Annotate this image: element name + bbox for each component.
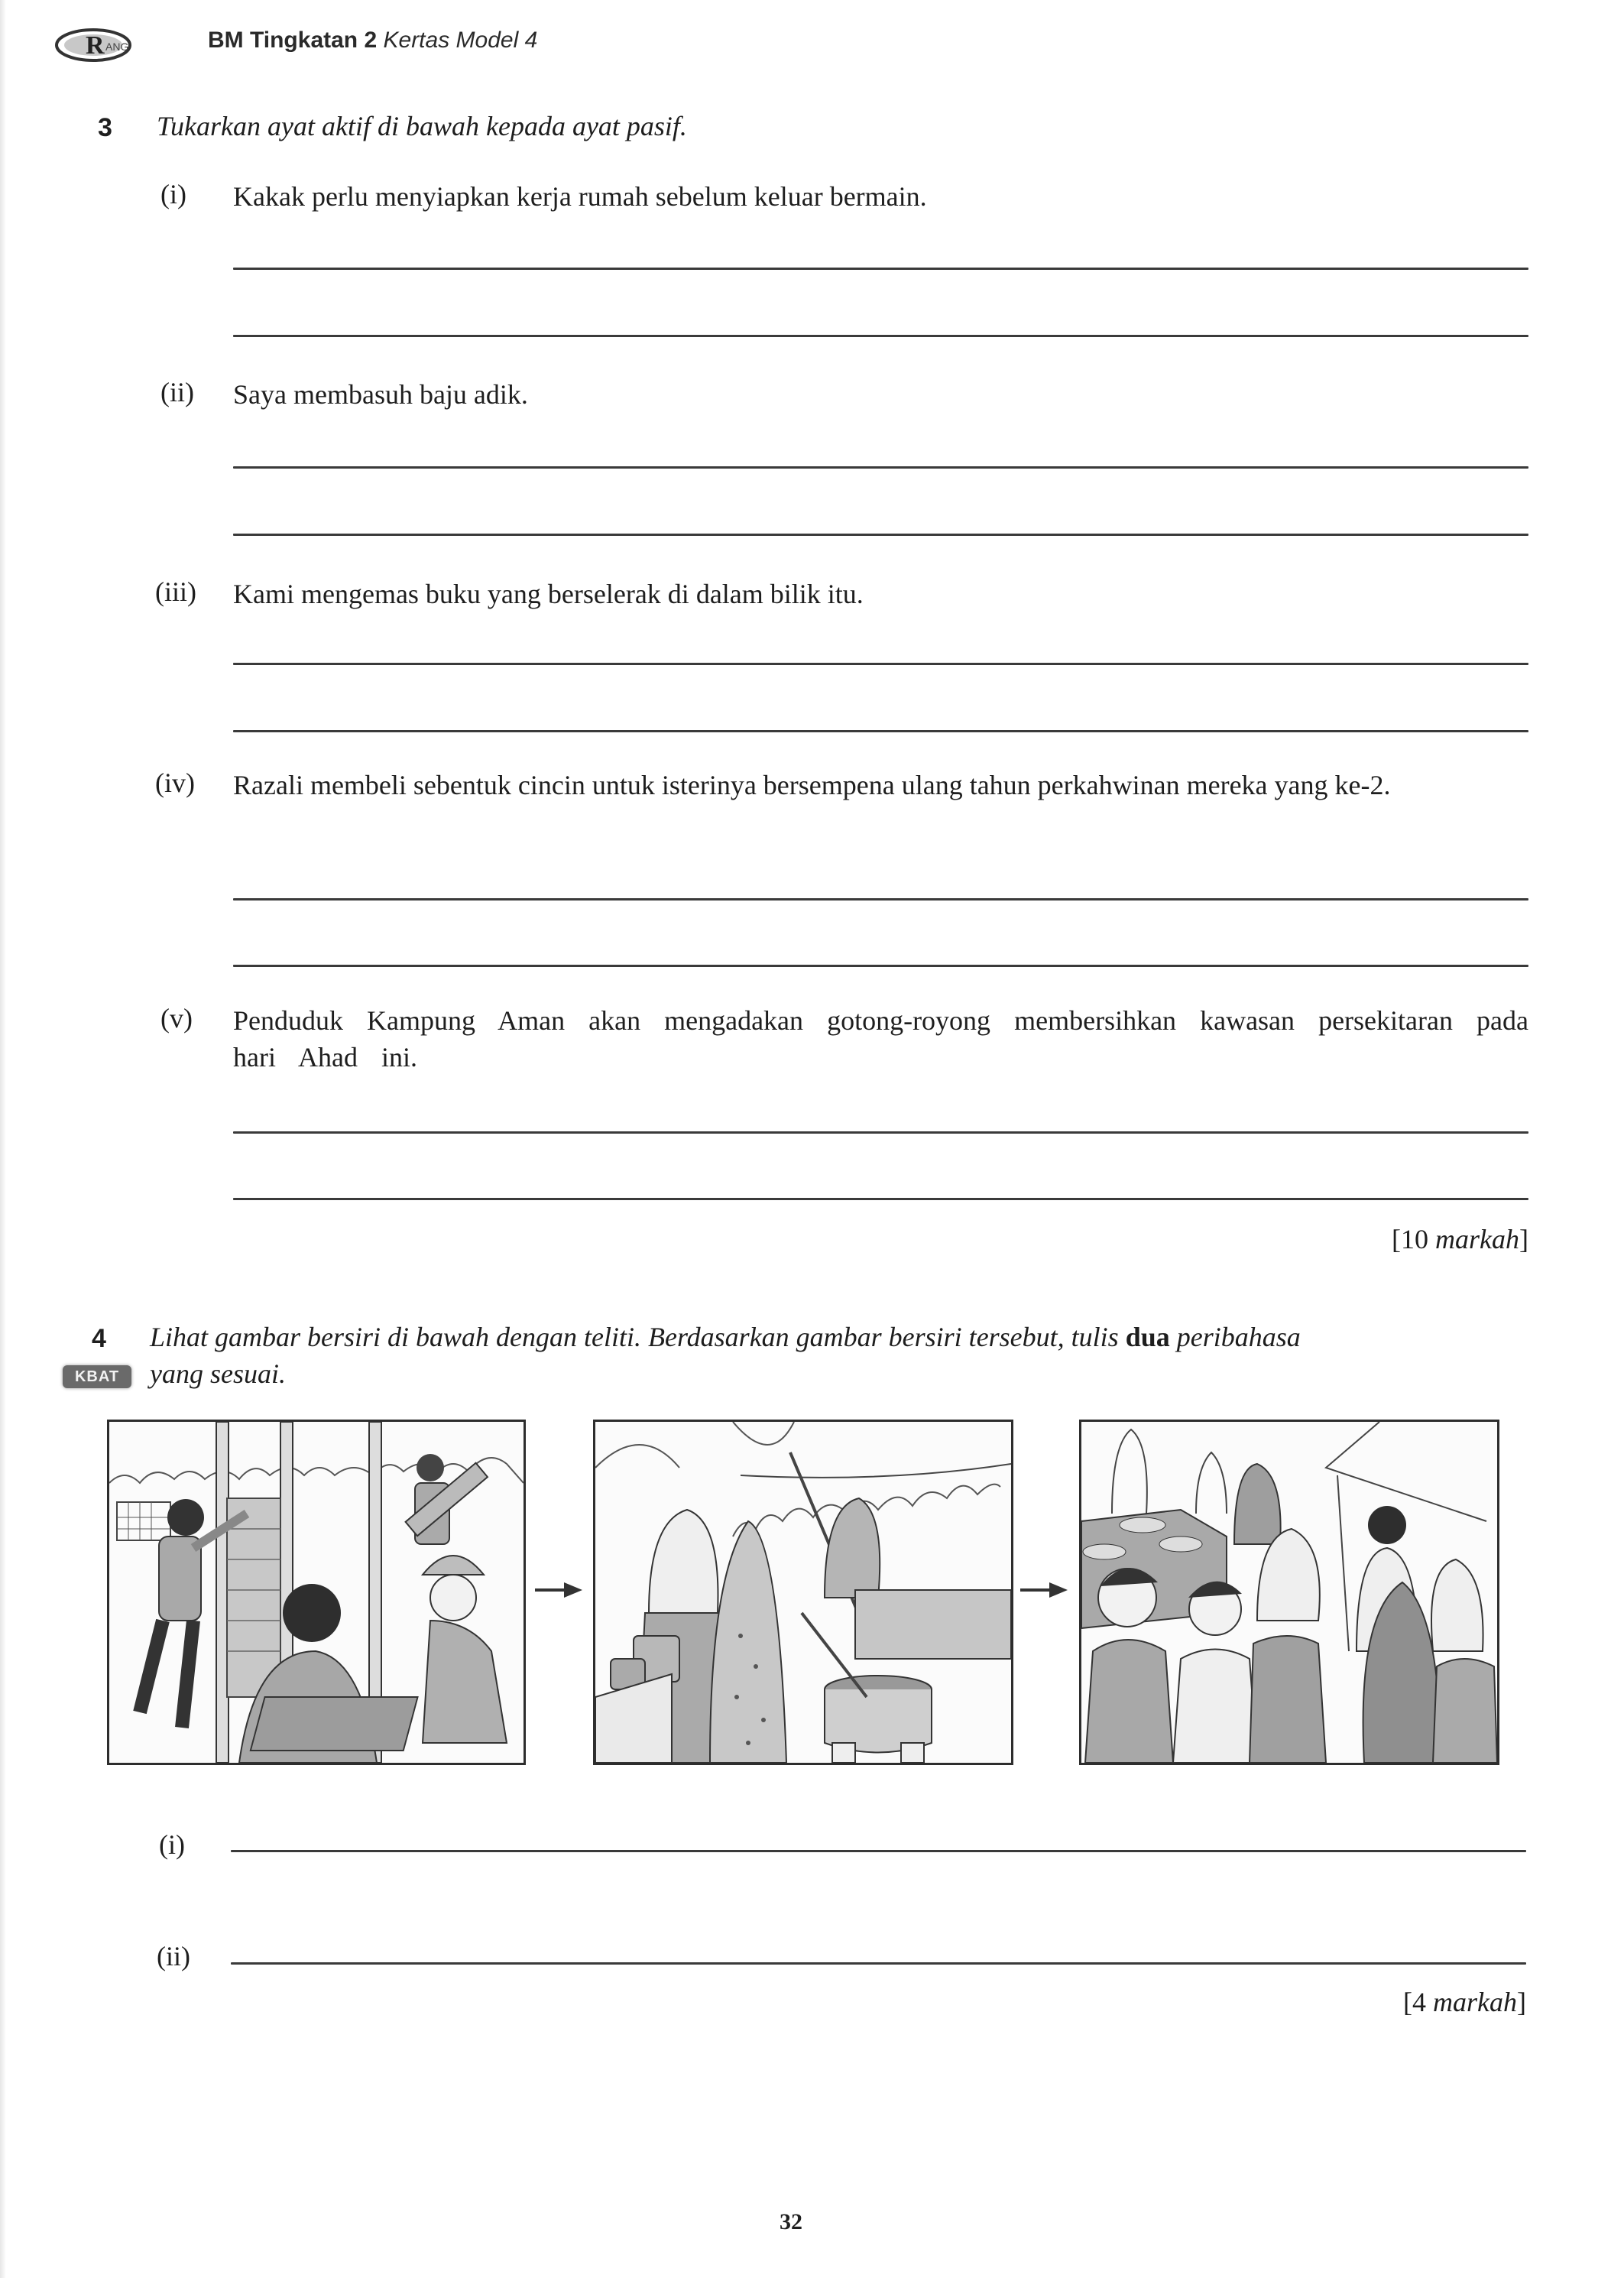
title-main: BM Tingkatan 2 [208, 28, 378, 53]
item-text: Kami mengemas buku yang berselerak di dalam bilik itu. [233, 579, 864, 609]
picture-2-cooking [593, 1420, 1013, 1765]
question-4-marks: [4 markah] [1403, 1987, 1526, 2017]
answer-line[interactable] [233, 1198, 1528, 1200]
answer-line[interactable] [233, 898, 1528, 900]
cooking-illustration-icon [595, 1422, 1011, 1763]
construction-illustration-icon [109, 1422, 524, 1763]
question-4-instruction-line2: yang sesuai. [150, 1358, 286, 1389]
instruction-emphasis: dua [1125, 1322, 1170, 1352]
answer-line[interactable] [233, 268, 1528, 270]
answer-line[interactable] [233, 730, 1528, 732]
question-3-number: 3 [98, 113, 112, 142]
answer-line[interactable] [233, 965, 1528, 967]
feast-illustration-icon [1081, 1422, 1497, 1763]
item-label: (i) [160, 179, 186, 209]
answer-line[interactable] [233, 663, 1528, 665]
svg-text:R: R [86, 31, 105, 60]
publisher-logo-icon [46, 24, 176, 64]
instruction-text: peribahasa [1169, 1322, 1301, 1352]
arrow-right-icon [535, 1581, 582, 1603]
answer-line[interactable] [231, 1850, 1526, 1852]
question-3-instruction: Tukarkan ayat aktif di bawah kepada ayat pasif. [157, 111, 687, 141]
item-text: Penduduk Kampung Aman akan mengadakan gotong-royong membersihkan kawasan persekitaran pada hari Ahad ini. [233, 1005, 1528, 1072]
arrow-right-icon [1020, 1581, 1068, 1603]
svg-text:ANG: ANG [105, 41, 129, 53]
marks-word: markah [1435, 1224, 1519, 1254]
answer-line[interactable] [233, 534, 1528, 536]
answer-line[interactable] [233, 1131, 1528, 1134]
item-text: Razali membeli sebentuk cincin untuk isterinya bersempena ulang tahun perkahwinan mereka yang ke-2. [233, 770, 1391, 800]
question-4-instruction [150, 1321, 1301, 1353]
item-text: Saya membasuh baju adik. [233, 379, 528, 410]
title-subtitle: Kertas Model 4 [383, 28, 538, 53]
answer-label: (ii) [157, 1941, 190, 1971]
page-number: 32 [780, 2209, 802, 2234]
answer-label: (i) [159, 1829, 185, 1860]
scan-edge [0, 0, 6, 2278]
answer-line[interactable] [233, 466, 1528, 469]
item-label: (iii) [155, 576, 196, 607]
marks-word: markah [1433, 1987, 1517, 2017]
item-label: (iv) [155, 767, 195, 798]
answer-line[interactable] [231, 1962, 1526, 1965]
question-3-marks: [10 markah] [1392, 1224, 1528, 1254]
marks-number: 4 [1412, 1987, 1426, 2017]
instruction-text: Lihat gambar bersiri di bawah dengan teliti. Berdasarkan gambar bersiri tersebut, tulis [150, 1322, 1126, 1352]
kbat-badge: KBAT [63, 1365, 131, 1388]
marks-number: 10 [1401, 1224, 1428, 1254]
answer-line[interactable] [233, 335, 1528, 337]
book-title [208, 28, 537, 54]
question-4-number: 4 [92, 1324, 106, 1353]
item-label: (v) [160, 1003, 193, 1034]
picture-1-construction [107, 1420, 526, 1765]
picture-3-feast [1079, 1420, 1499, 1765]
item-label: (ii) [160, 377, 194, 407]
item-text: Kakak perlu menyiapkan kerja rumah sebelum keluar bermain. [233, 181, 927, 212]
